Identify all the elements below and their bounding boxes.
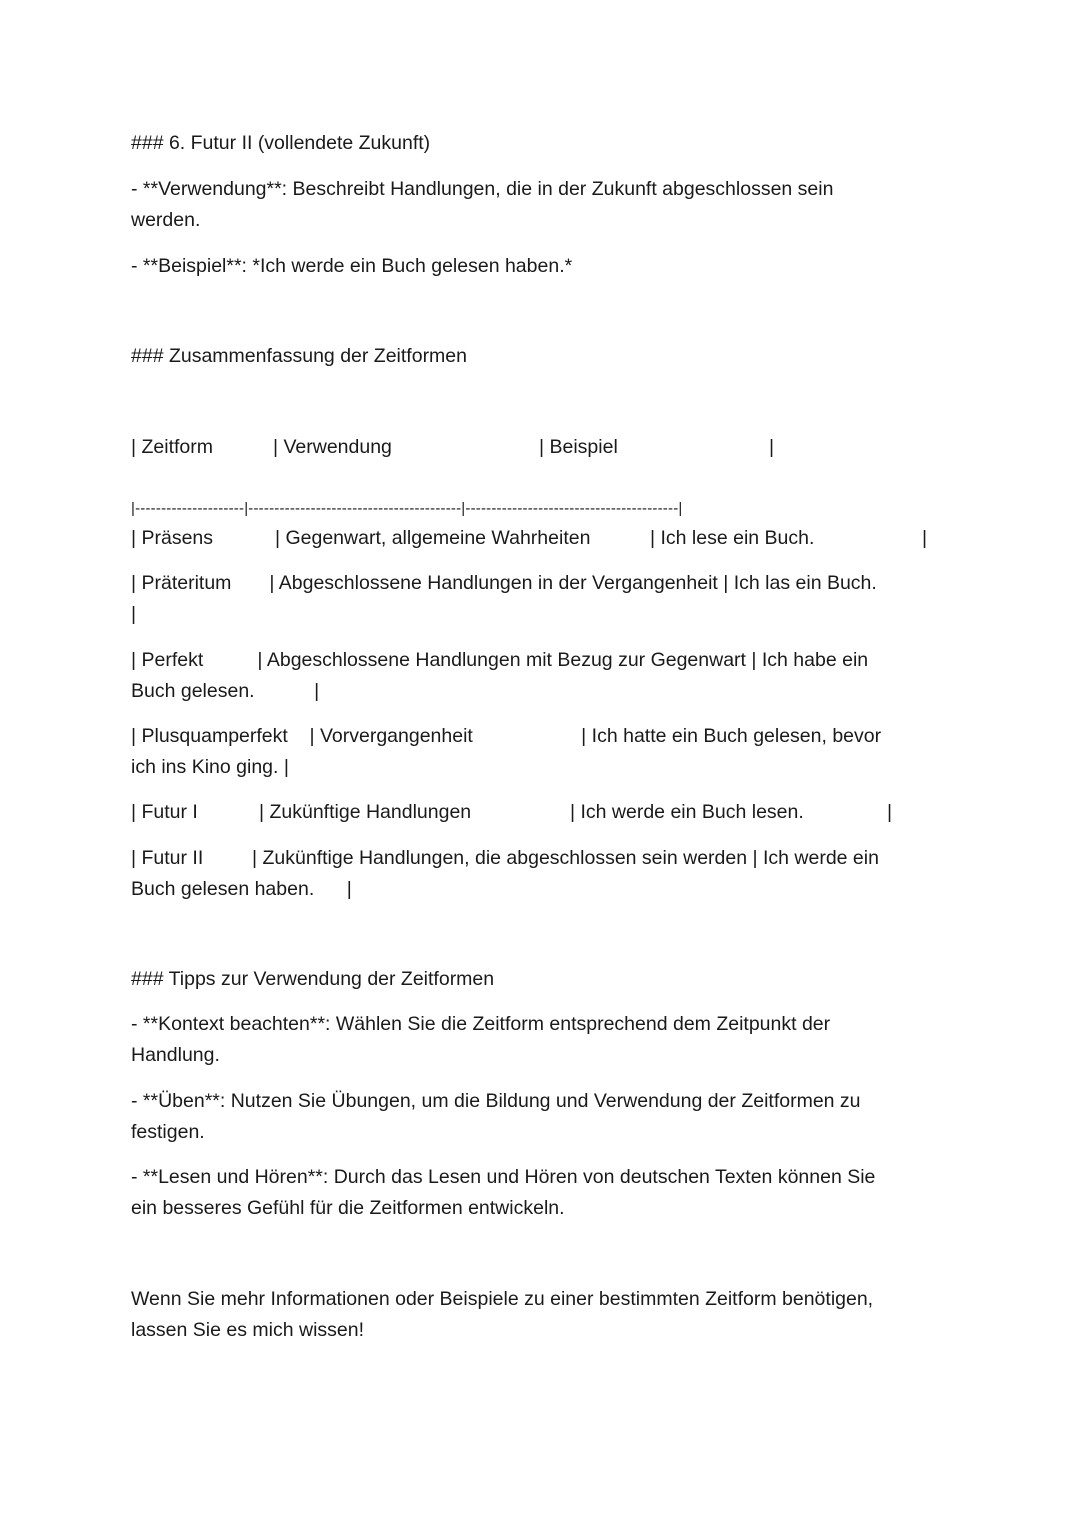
table-header-zeitform: | Zeitform (131, 436, 213, 458)
tip-3-line-1: - **Lesen und Hören**: Durch das Lesen und Hören von deutschen Texten können Sie (131, 1166, 876, 1188)
tip-1-line-1: - **Kontext beachten**: Wählen Sie die Zeitform entsprechend dem Zeitpunkt der (131, 1013, 831, 1035)
usage-text-line-1: - **Verwendung**: Beschreibt Handlungen, die in der Zukunft abgeschlossen sein (131, 178, 834, 200)
tip-2-line-2: festigen. (131, 1121, 205, 1143)
table-header-end-pipe: | (769, 436, 775, 458)
table-row (131, 523, 951, 554)
tips-heading: ### Tipps zur Verwendung der Zeitformen (131, 968, 495, 990)
table-row-praeteritum-line-2: | (131, 603, 137, 625)
table-cell-end-pipe: | (887, 801, 893, 823)
table-cell-beispiel: | Ich werde ein Buch lesen. (570, 801, 804, 823)
table-row-futur-2-line-2: Buch gelesen haben. | (131, 878, 352, 900)
table-header-beispiel: | Beispiel (539, 436, 618, 458)
table-row-perfekt-line-2: Buch gelesen. | (131, 680, 320, 702)
table-separator: |---------------------|-----------------------------------------|-----------------------------------------| (131, 500, 683, 517)
table-cell-end-pipe: | (922, 527, 928, 549)
table-header-row (131, 432, 951, 463)
section-heading-futur-2: ### 6. Futur II (vollendete Zukunft) (131, 132, 431, 154)
tip-2-line-1: - **Üben**: Nutzen Sie Übungen, um die Bildung und Verwendung der Zeitformen zu (131, 1090, 861, 1112)
table-cell-zeitform: | Präsens (131, 527, 214, 549)
table-row-praeteritum-line-1: | Präteritum | Abgeschlossene Handlungen in der Vergangenheit | Ich las ein Buch. (131, 572, 877, 594)
table-row (131, 797, 951, 828)
table-header-verwendung: | Verwendung (273, 436, 392, 458)
table-row-futur-2-line-1: | Futur II | Zukünftige Handlungen, die abgeschlossen sein werden | Ich werde ein (131, 847, 879, 869)
table-cell-zeitform: | Futur I (131, 801, 198, 823)
closing-line-2: lassen Sie es mich wissen! (131, 1319, 365, 1341)
example-text: - **Beispiel**: *Ich werde ein Buch gelesen haben.* (131, 255, 573, 277)
table-cell-beispiel: | Ich lese ein Buch. (650, 527, 815, 549)
tip-3-line-2: ein besseres Gefühl für die Zeitformen entwickeln. (131, 1197, 565, 1219)
table-row-plusquamperfekt-line-2: ich ins Kino ging. | (131, 756, 289, 778)
tip-1-line-2: Handlung. (131, 1044, 220, 1066)
summary-heading: ### Zusammenfassung der Zeitformen (131, 345, 467, 367)
table-cell-verwendung: | Gegenwart, allgemeine Wahrheiten (275, 527, 591, 549)
table-row-plusquamperfekt-line-1: | Plusquamperfekt | Vorvergangenheit | Ich hatte ein Buch gelesen, bevor (131, 725, 882, 747)
usage-text-line-2: werden. (131, 209, 201, 231)
closing-line-1: Wenn Sie mehr Informationen oder Beispiele zu einer bestimmten Zeitform benötigen, (131, 1288, 874, 1310)
table-row-perfekt-line-1: | Perfekt | Abgeschlossene Handlungen mit Bezug zur Gegenwart | Ich habe ein (131, 649, 869, 671)
table-cell-verwendung: | Zukünftige Handlungen (259, 801, 472, 823)
